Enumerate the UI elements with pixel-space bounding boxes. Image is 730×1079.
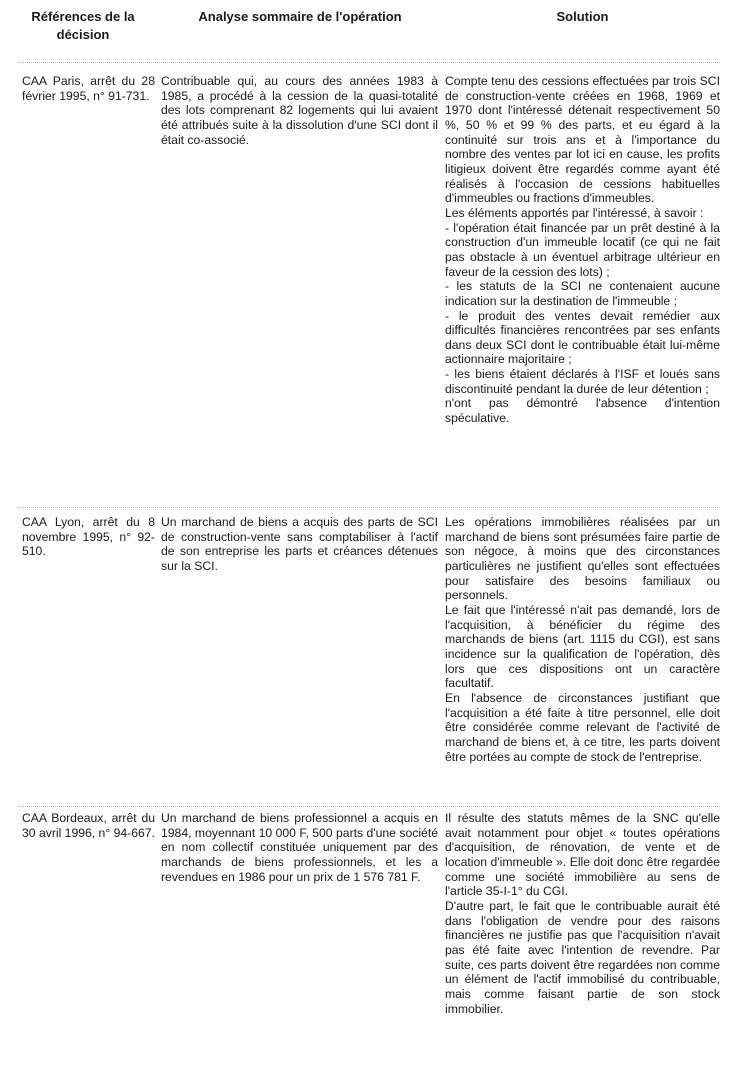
row-3-solution [445,811,720,1016]
row-2-solution-paragraph: En l'absence de circonstances justifiant que l'acquisition a été faite à titre personnel, elle doit être considérée comme relevant de l'activité de marchand de biens et, à ce titre, les parts doivent être portées au compte de stock de l'entreprise. [445,690,720,764]
row-2-solution-paragraph: Le fait que l'intéressé n'ait pas demandé, lors de l'acquisition, à bénéficier du régime des marchands de biens (art. 1115 du CGI), est sans incidence sur la qualification de l'opération, dès lors que ces dispositions ont un caractère facultatif. [445,602,720,691]
row-1-solution-paragraph: - les statuts de la SCI ne contenaient aucune indication sur la destination de l'immeuble ; [445,279,720,308]
row-1-solution-paragraph: - l'opération était financée par un prêt destiné à la construction d'un immeuble locatif (ce qui ne fait pas obstacle à un éventuel arbitrage ultérieur en faveur de la cession des lots) ; [445,220,720,279]
header-solution: Solution [556,9,609,24]
header-references: Références de la décision [31,9,135,42]
row-2-solution [445,515,720,764]
row-1-solution-paragraph: - les biens étaient déclarés à l'ISF et loués sans discontinuité pendant la durée de leur détention ; [445,367,720,396]
row-2-analyse: Un marchand de biens a acquis des parts de SCI de construction-vente sans comptabiliser à l'actif de son entreprise les parts et créances détenues sur la SCI. [161,515,438,573]
row-3-solution-paragraph: Il résulte des statuts mêmes de la SNC qu'elle avait notamment pour objet « toutes opérations d'acquisition, de rénovation, de vente et de location d'immeuble ». Elle doit donc être regardée comme une société immobilière au sens de l'article 35-I-1° du CGI. [445,811,720,899]
row-1-solution-paragraph: Compte tenu des cessions effectuées par trois SCI de construction-vente créées en 1968, 1969 et 1970 dont l'intéressé détenait respectivement 50 %, 50 % et 99 % des parts, et eu égard à la continuité sur trois ans et à l'importance du nombre des ventes par lot ici en cause, les profits litigieux doivent être regardés comme ayant été réalisés à l'occasion de cessions habituelles d'immeubles ou fractions d'immeubles. [445,74,720,206]
row-divider [18,806,720,807]
header-analyse: Analyse sommaire de l'opération [198,9,402,24]
row-1-solution [445,74,720,426]
header-divider [18,62,720,63]
row-divider [18,507,720,508]
row-1-analyse: Contribuable qui, au cours des années 1983 à 1985, a procédé à la cession de la quasi-totalité des lots comprenant 82 logements qui lui avaient été attribués suite à la dissolution d'une SCI dont il était co-associé. [161,74,438,147]
row-1-solution-paragraph: Les éléments apportés par l'intéressé, à savoir : [445,205,704,220]
row-3-analyse: Un marchand de biens professionnel a acquis en 1984, moyennant 10 000 F, 500 parts d'une société en nom collectif constituée uniquement par des marchands de biens professionnels, et les a revendues en 1986 pour un prix de 1 576 781 F. [161,811,438,884]
row-1-reference: CAA Paris, arrêt du 28 février 1995, n° 91-731. [22,74,155,103]
row-3-solution-paragraph: D'autre part, le fait que le contribuable aurait été dans l'obligation de vendre pour des raisons financières ne justifie pas que l'acquisition n'avait pas été faite avec l'intention de revendre. Par suite, ces parts doivent être regardées non comme un élément de l'actif immobilisé du contribuable, mais comme faisant partie de son stock immobilier. [445,898,720,1016]
row-2-solution-paragraph: Les opérations immobilières réalisées par un marchand de biens sont présumées faire partie de son négoce, à moins que des circonstances particulières ne justifient qu'elles sont effectuées pour satisfaire des besoins familiaux ou personnels. [445,515,720,603]
row-1-solution-paragraph: - le produit des ventes devait remédier aux difficultés financières rencontrées par ses enfants dans deux SCI dont le contribuable était lui-même actionnaire majoritaire ; [445,308,720,367]
row-3-reference: CAA Bordeaux, arrêt du 30 avril 1996, n° 94-667. [22,811,155,840]
row-2-reference: CAA Lyon, arrêt du 8 novembre 1995, n° 92-510. [22,515,155,559]
row-1-solution-paragraph: n'ont pas démontré l'absence d'intention spéculative. [445,396,720,426]
